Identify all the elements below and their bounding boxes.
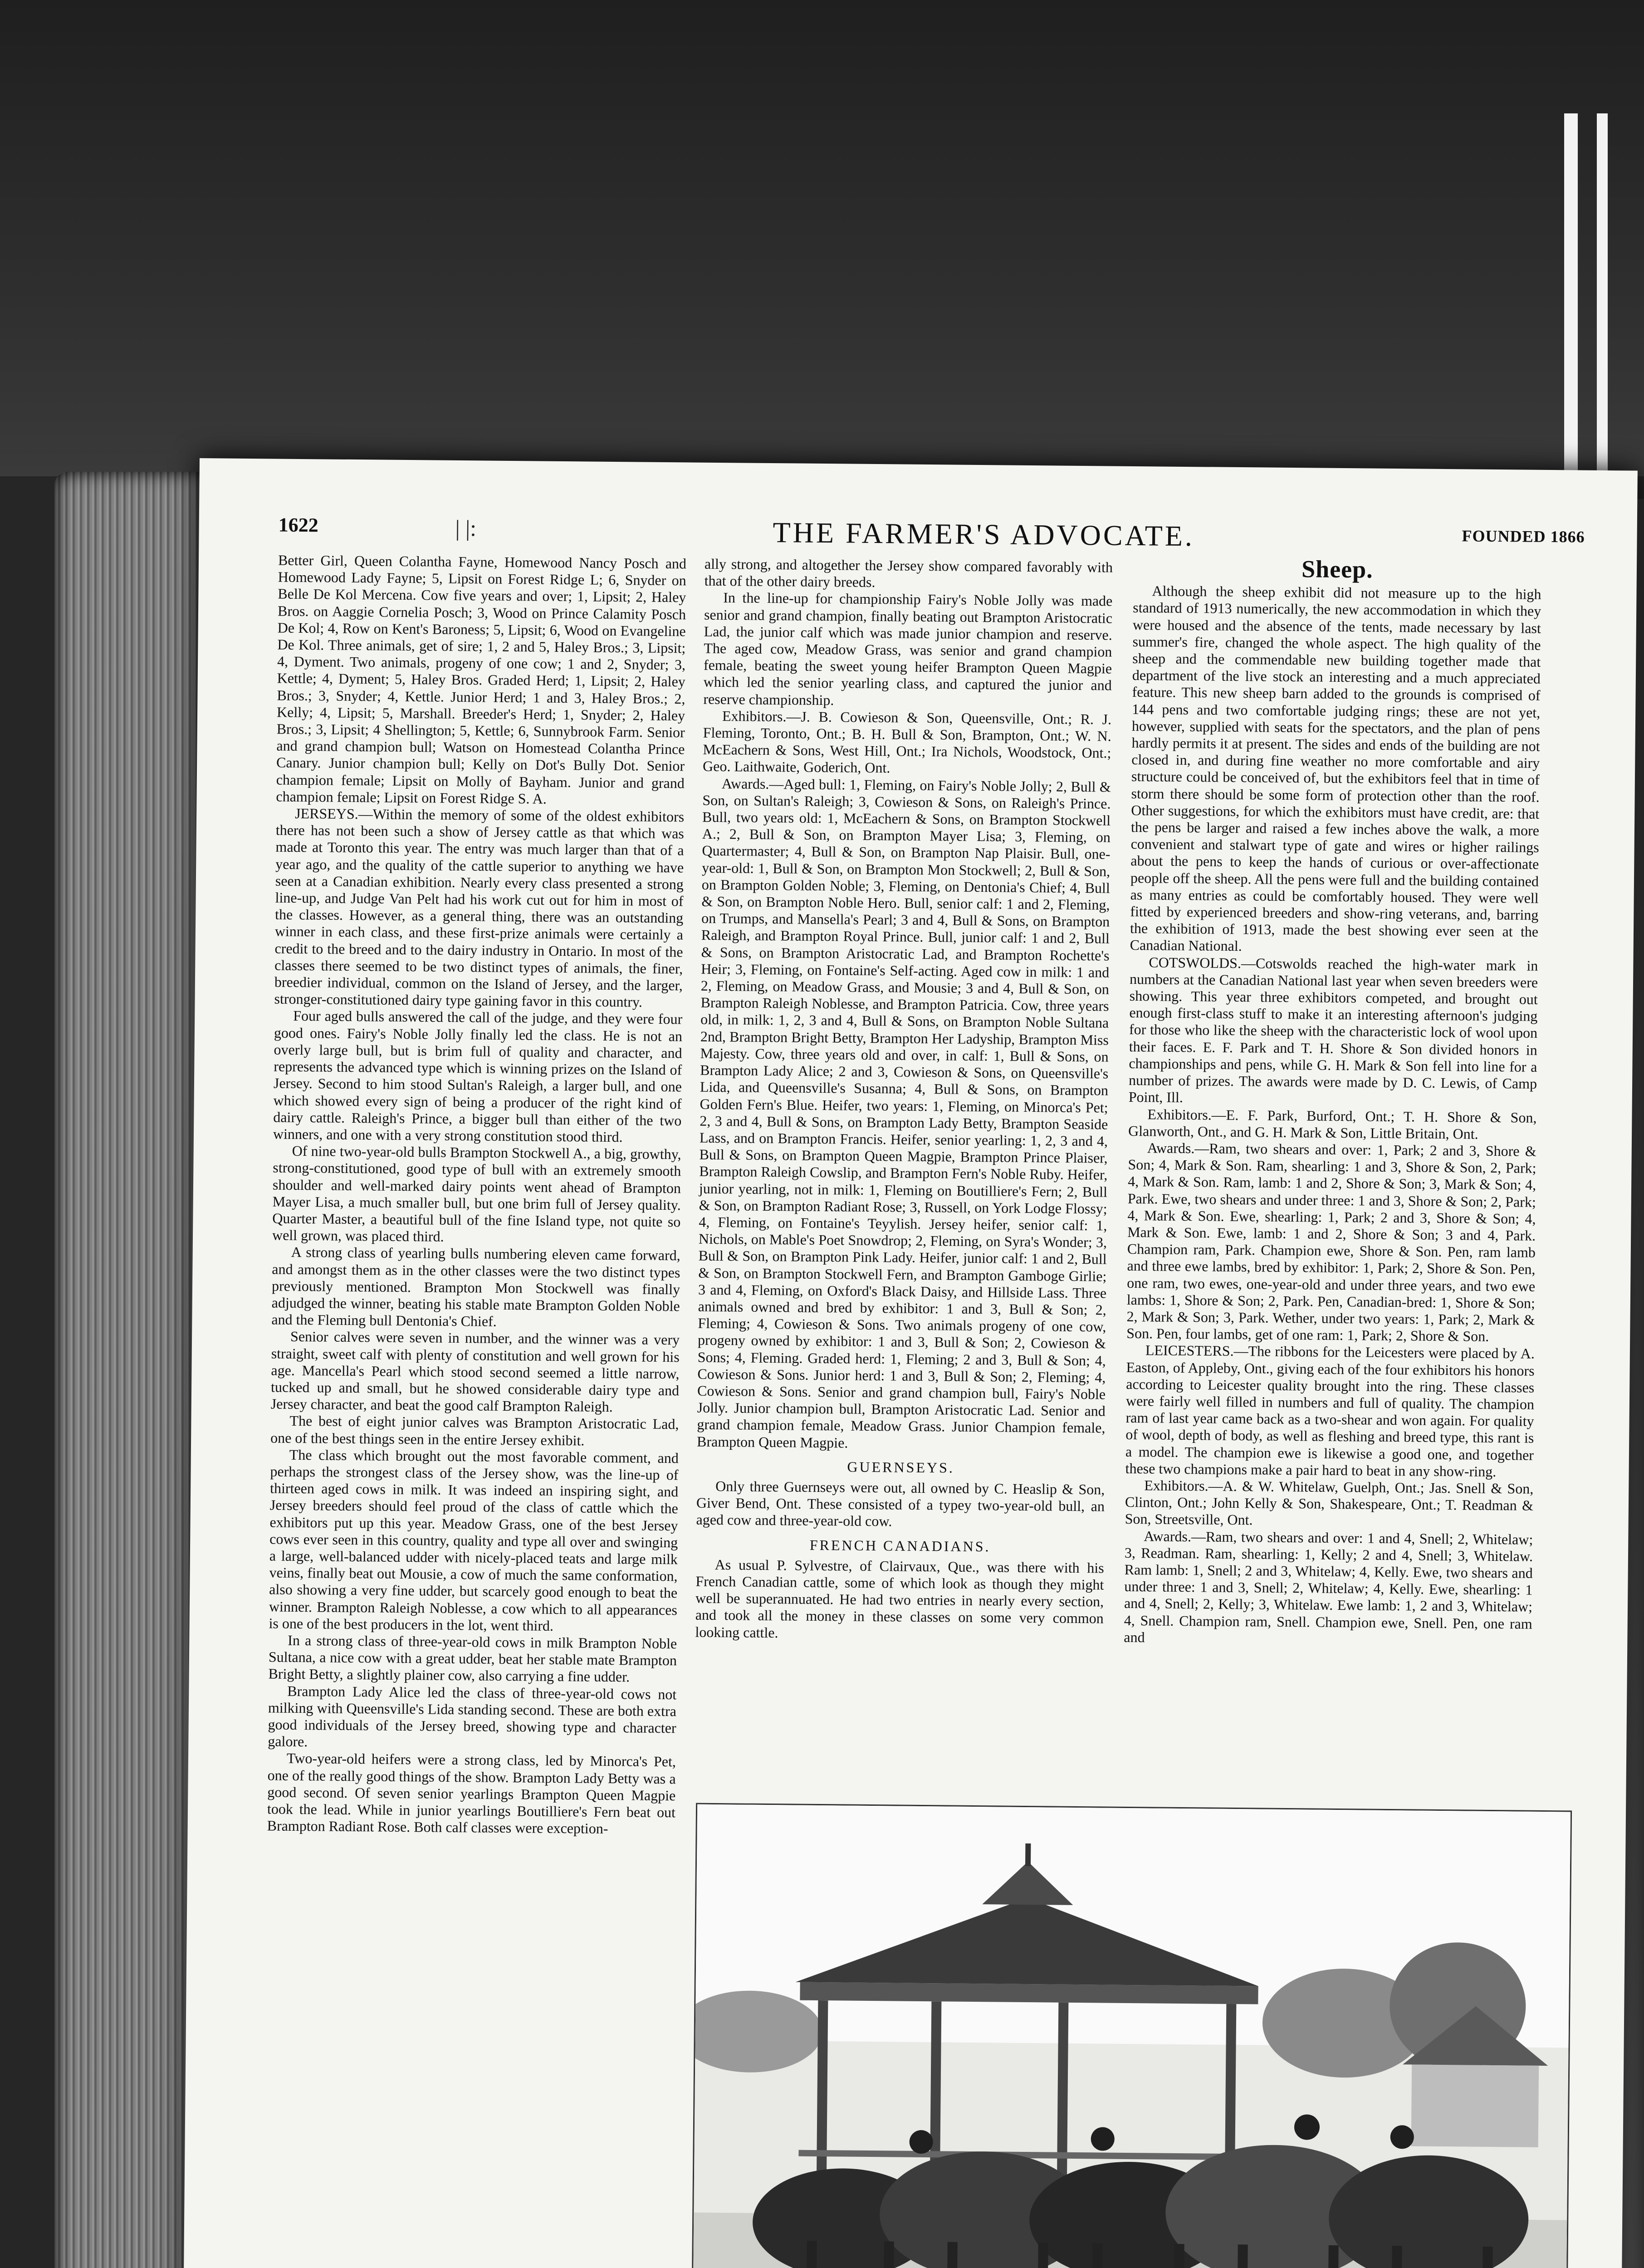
section-heading-sheep: Sheep. xyxy=(1301,555,1373,583)
paragraph: Awards.—Ram, two shears and over: 1, Park; 2 and 3, Shore & Son; 4, Mark & Son. Ram, shearling: 1 and 3, Shore & Son, 2, Park; 4, Mark & Son. Ram, lamb: 1 and 2, Shore & Son; 3, Mark & Son; 4, Park. Ewe, two shears and under three: 1 and 3, Shore & Son; 2, Park; 4, Mark & Son. Ewe, shearling: 1, Park; 2 and 3, Shore & Son; 4, Mark & Son. Ewe, lamb: 1 and 2, Shore & Son; 3 and 4, Park. Champion ram, Park. Champion ewe, Shore & Son. Pen, ram lamb and three ewe lambs, bred by exhibitor: 1, Park; 2, Shore & Son. Pen, one ram, two ewes, one-year-old and under three years, and two ewe lambs: 1, Shore & Son; 2, Park. Pen, Canadian-bred: 1, Shore & Son; 2, Mark & Son; 3, Park. Wether, under two years: 1, Park; 2, Mark & Son. Pen, four lambs, get of one ram: 1, Park; 2, Shore & Son. xyxy=(1126,1139,1536,1345)
paragraph: Four aged bulls answered the call of the judge, and they were four good ones. Fairy's Noble Jolly finally led the class. He is not an overly large bull, but is brim full of quality and character, and represents the advanced type which is winning prizes on the Island of Jersey. Second to him stood Sultan's Raleigh, a larger bull, and one which showed every sign of being a producer of the right kind of dairy cattle. Raleigh's Prince, a bigger bull than either of the two winners, and one with a very strong constitution stood third. xyxy=(273,1007,683,1145)
paragraph: In the line-up for championship Fairy's Noble Jolly was made senior and grand champion, finally beating out Brampton Aristocratic Lad, the junior calf which was made junior champion and reserve. The aged cow, Meadow Grass, was senior and grand champion female, beating the sweet young heifer Brampton Queen Magpie which led the senior yearling class, and captured the junior and reserve championship. xyxy=(703,589,1113,708)
paragraph: Awards.—Ram, two shears and over: 1 and 4, Snell; 2, Whitelaw; 3, Readman. Ram, shearling: 1, Kelly; 2 and 4, Snell; 3, Whitelaw. Ram lamb: 1, Snell; 2 and 3, Whitelaw; 4, Kelly. Ewe, two shears and under three: 1 and 3, Snell; 2, Whitelaw; 4, Kelly. Ewe, shearling: 1 and 4, Snell; 2, Kelly; 3, Whitelaw. Ewe lamb: 1, 2 and 3, Whitelaw; 4, Snell. Champion ram, Snell. Champion ewe, Snell. Pen, one ram and xyxy=(1124,1527,1533,1646)
paragraph: Exhibitors.—E. F. Park, Burford, Ont.; T. H. Shore & Son, Glanworth, Ont., and G. H. Mark & Son, Little Britain, Ont. xyxy=(1128,1105,1537,1142)
paragraph: Exhibitors.—A. & W. Whitelaw, Guelph, Ont.; Jas. Snell & Son, Clinton, Ont.; John Kelly & Son, Shakespeare, Ont.; T. Readman & Son, Streetsville, Ont. xyxy=(1125,1477,1534,1528)
paragraph: Although the sheep exhibit did not measure up to the high standard of 1913 numerically, the new accommodation in which they were housed and the absence of the tents, made necessary by last summer's fire, changed the whole aspect. The high quality of the sheep and the commendable new building together made that department of the live stock an interesting and a much appreciated feature. This new sheep barn added to the grounds is comprised of 144 pens and two comfortable judging rings; these are not yet, however, supplied with seats for the spectators, and the plan of pens hardly permits it at present. The sides and ends of the building are not closed in, and during fine weather no more comfortable and airy structure could be conceived of, but the exhibitors feel that in time of storm there should be some form of protection other than the roof. Other suggestions, for which the exhibitors must have credit, are: that the pens be larger and raised a few inches above the walk, a more convenient and stalwart type of gate and wires or higher railings about the pens to keep the hands of curious or over-affectionate people off the sheep. All the pens were full and the building contained as many entries as could be comfortably housed. They were well fitted by experienced breeders and show-ring veterans, and, barring the exhibition of 1913, made the best showing ever seen at the Canadian National. xyxy=(1130,582,1541,954)
paragraph: A strong class of yearling bulls numbering eleven came forward, and amongst them as in the other classes were the two distinct types previously mentioned. Brampton Mon Stockwell was finally adjudged the winner, beating his stable mate Brampton Golden Noble and the Fleming bull Dentonia's Chief. xyxy=(271,1244,680,1330)
section-heading-french-canadians: FRENCH CANADIANS. xyxy=(809,1536,991,1554)
paragraph: Exhibitors.—J. B. Cowieson & Son, Queensville, Ont.; R. J. Fleming, Toronto, Ont.; B. H. Bull & Son, Brampton, Ont.; W. N. McEachern & Sons, West Hill, Ont.; Ira Nichols, Woodstock, Ont.; Geo. Laithwaite, Goderich, Ont. xyxy=(702,707,1112,776)
paragraph: In a strong class of three-year-old cows in milk Brampton Noble Sultana, a nice cow with a great udder, beat her stable mate Brampton Bright Betty, a slightly plainer cow, also carrying a fine udder. xyxy=(268,1632,677,1685)
paragraph: Two-year-old heifers were a strong class, led by Minorca's Pet, one of the really good things of the show. Brampton Lady Betty was a good second. Of seven senior yearlings Brampton Queen Magpie took the lead. While in junior yearlings Boutilliere's Fern beat out Brampton Radiant Rose. Both calf classes were exception- xyxy=(267,1750,676,1837)
text-column-2 xyxy=(694,556,1113,1793)
paragraph: Of nine two-year-old bulls Brampton Stockwell A., a big, growthy, strong-constitutioned, good type of bull with an extremely smooth shoulder and well-marked dairy points went ahead of Brampton Mayer Lisa, a much smaller bull, but one brim full of Jersey quality. Quarter Master, a beautiful bull of the fine Island type, not quite so well grown, was placed third. xyxy=(272,1142,681,1245)
scan-background xyxy=(0,0,1644,476)
text-column-3 xyxy=(1123,555,1541,1783)
paragraph: The class which brought out the most favorable comment, and perhaps the strongest class of the Jersey show, was the line-up of thirteen aged cows in milk. It was indeed an inspiring sight, and Jersey breeders should feel proud of the class of cattle which the exhibitors put up this year. Meadow Grass, one of the best Jersey cows ever seen in this country, quality and type all over and swinging a large, well-balanced udder with nicely-placed teats and large milk veins, finally beat out Mousie, a cow of much the same conformation, also showing a very fine udder, but scarcely good enough to beat the winner. Brampton Raleigh Noblesse, a cow which to all appearances is one of the best producers in the lot, went third. xyxy=(269,1446,679,1634)
paragraph: Only three Guernseys were out, all owned by C. Heaslip & Son, Giver Bend, Ont. These consisted of a typey two-year-old bull, an aged cow and three-year-old cow. xyxy=(696,1477,1105,1530)
book-page-edges xyxy=(54,472,204,2268)
paragraph: LEICESTERS.—The ribbons for the Leicesters were placed by A. Easton, of Appleby, Ont., giving each of the four exhibitors his honors according to Leicester quality brought into the ring. These classes were fairly well filled in numbers and full of quality. The champion ram of last year came back as a two-shear and won again. For quality of wool, depth of body, as well as fleshing and breed type, this rant is a model. The champion ewe is likewise a good one, and together these two champions make a pair hard to beat in any show-ring. xyxy=(1125,1342,1535,1480)
paragraph: Better Girl, Queen Colantha Fayne, Homewood Nancy Posch and Homewood Lady Fayne; 5, Lipsit on Forest Ridge L; 6, Snyder on Belle De Kol Mercena. Cow five years and over; 1, Lipsit; 2, Haley Bros. on Aaggie Cornelia Posch; 3, Wood on Prince Calamity Posch De Kol; 4, Row on Kent's Baroness; 5, Lipsit; 6, Wood on Evangeline De Kol. Three animals, get of sire; 1, 2 and 5, Haley Bros.; 3, Lipsit; 4, Dyment. Two animals, progeny of one cow; 1 and 2, Snyder; 3, Kettle; 4, Dyment; 5, Haley Bros. Graded Herd; 1, Lipsit; 2, Haley Bros.; 3, Snyder; 4, Kettle. Junior Herd; 1 and 3, Haley Bros.; 2, Kelly; 4, Lipsit; 5, Marshall. Breeder's Herd; 1, Snyder; 2, Haley Bros.; 3, Lipsit; 4 Shellington; 5, Kettle; 6, Sunnybrook Farm. Senior and grand champion bull; Watson on Homestead Colantha Prince Canary. Junior champion bull; Kelly on Dot's Bully Dot. Senior champion female; Lipsit on Molly of Bayham. Junior and grand champion female; Lipsit on Forest Ridge S. A. xyxy=(276,552,687,807)
paragraph: As usual P. Sylvestre, of Clairvaux, Que., was there with his French Canadian cattle, some of which look as though they might well be superannuated. He had two entries in nearly every section, and took all the money in these classes on some very common looking cattle. xyxy=(695,1556,1104,1641)
margin-mark: | |: xyxy=(455,515,477,541)
cattle-photo-illustration xyxy=(692,1804,1571,2268)
magazine-page xyxy=(181,458,1638,2268)
paragraph: COTSWOLDS.—Cotswolds reached the high-water mark in numbers at the Canadian National last year when seven breeders were showing. This year three exhibitors competed, and brought out enough first-class stuff to make it an interesting afternoon's judging for those who like the sheep with the characteristic lock of wool upon their faces. E. F. Park and T. H. Shore & Son divided honors in championships and pens, while G. H. Mark & Son fell into line for a number of prizes. The awards were made by D. C. Lewis, of Camp Point, Ill. xyxy=(1128,953,1538,1106)
running-header xyxy=(278,513,1585,552)
paragraph: Senior calves were seven in number, and the winner was a very straight, sweet calf with plenty of constitution and well grown for his age. Mancella's Pearl which stood second seemed a little narrow, tucked up and small, but he showed considerable dairy type and Jersey character, and beat the good calf Brampton Raleigh. xyxy=(270,1328,680,1415)
publication-title: THE FARMER'S ADVOCATE. xyxy=(773,516,1195,552)
paragraph: The best of eight junior calves was Brampton Aristocratic Lad, one of the best things seen in the entire Jersey exhibit. xyxy=(270,1413,679,1449)
paragraph: Awards.—Aged bull: 1, Fleming, on Fairy's Noble Jolly; 2, Bull & Son, on Sultan's Raleigh; 3, Cowieson & Sons, on Raleigh's Prince. Bull, two years old: 1, McEachern & Sons, on Brampton Stockwell A.; 2, Bull & Son, on Brampton Mayer Lisa; 3, Fleming, on Quartermaster; 4, Bull & Son, on Brampton Nap Plaisir. Bull, one-year-old: 1, Bull & Son, on Brampton Mon Stockwell; 2, Bull & Son, on Brampton Golden Noble; 3, Fleming, on Dentonia's Chief; 4, Bull & Son, on Brampton Noble Hero. Bull, senior calf: 1 and 2, Fleming, on Trumps, and Mansella's Pearl; 3 and 4, Bull & Sons, on Brampton Raleigh, and Brampton Royal Prince. Bull, junior calf: 1 and 2, Bull & Sons, on Brampton Aristocratic Lad, and Brampton Rochette's Heir; 3, Fleming, on Fontaine's Self-acting. Aged cow in milk: 1 and 2, Fleming, on Meadow Grass, and Mousie; 3 and 4, Bull & Son, on Brampton Raleigh Noblesse, and Brampton Patricia. Cow, three years old, in milk: 1, 2, 3 and 4, Bull & Sons, on Brampton Noble Sultana 2nd, Brampton Bright Betty, Brampton Her Ladyship, Brampton Miss Majesty. Cow, three years old and over, in calf: 1, Bull & Sons, on Brampton Lady Alice; 2 and 3, Cowieson & Sons, on Queensville's Lida, and Queensville's Susanna; 4, Bull & Sons, on Brampton Golden Fern's Blue. Heifer, two years: 1, Fleming, on Minorca's Pet; 2, 3 and 4, Bull & Sons, on Brampton Lady Betty, Brampton Seaside Lass, and on Brampton Francis. Heifer, senior yearling: 1, 2, 3 and 4, Bull & Sons, on Brampton Queen Magpie, Brampton Prince Plaiser, Brampton Raleigh Cowslip, and Brampton Fern's Noble Ruby. Heifer, junior yearling, not in milk: 1, Fleming on Boutilliere's Fern; 2, Bull & Son, on Brampton Radiant Rose; 3, Russell, on York Lodge Flossy; 4, Fleming, on Fontaine's Teyylish. Jersey heifer, senior calf: 1, Nichols, on Mable's Poet Snowdrop; 2, Fleming, on Syra's Wonder; 3, Bull & Son, on Brampton Pink Lady. Heifer, junior calf: 1 and 2, Bull & Son, on Brampton Stockwell Fern, and Brampton Gamboge Girlie; 3 and 4, Fleming, on Oxford's Black Daisy, and Hillside Lass. Three animals owned and bred by exhibitor: 1 and 3, Bull & Son; 2, Fleming; 4, Cowieson & Sons. Two animals progeny of one cow, progeny owned by exhibitor: 1 and 3, Bull & Son; 2, Cowieson & Sons; 4, Fleming. Graded herd: 1, Fleming; 2 and 3, Bull & Son; 4, Cowieson & Sons. Junior herd: 1 and 3, Bull & Son; 2, Fleming; 4, Cowieson & Sons. Senior and grand champion bull, Fairy's Noble Jolly. Junior champion bull, Brampton Aristocratic Lad. Senior and grand champion female, Meadow Grass. Junior Champion female, Brampton Queen Magpie. xyxy=(696,775,1111,1451)
photograph-jersey-cattle xyxy=(691,1803,1572,2268)
text-column-1 xyxy=(260,552,686,2268)
paragraph: ally strong, and altogether the Jersey show compared favorably with that of the other dairy breeds. xyxy=(704,555,1113,591)
page-number: 1622 xyxy=(278,513,318,537)
paragraph: Brampton Lady Alice led the class of three-year-old cows not milking with Queensville's Lida standing second. These are both extra good individuals of the Jersey breed, showing type and character galore. xyxy=(268,1682,677,1750)
founded-line: FOUNDED 1866 xyxy=(1462,527,1585,546)
section-heading-guernseys: GUERNSEYS. xyxy=(847,1458,955,1476)
paragraph: JERSEYS.—Within the memory of some of the oldest exhibitors there has not been such a show of Jersey cattle as that which was made at Toronto this year. The entry was much larger than that of a year ago, and the quality of the cattle superior to anything we have seen at a Canadian exhibition. Nearly every class presented a strong line-up, and Judge Van Pelt had his work cut out for him in most of the classes. However, as a general thing, there was an outstanding winner in each class, and these first-prize animals were certainly a credit to the breed and to the dairy industry in Ontario. In most of the classes there seemed to be two distinct types of animals, the finer, breedier individual, common on the Island of Jersey, and the larger, stronger-constitutioned dairy type gaining favor in this country. xyxy=(274,805,685,1010)
